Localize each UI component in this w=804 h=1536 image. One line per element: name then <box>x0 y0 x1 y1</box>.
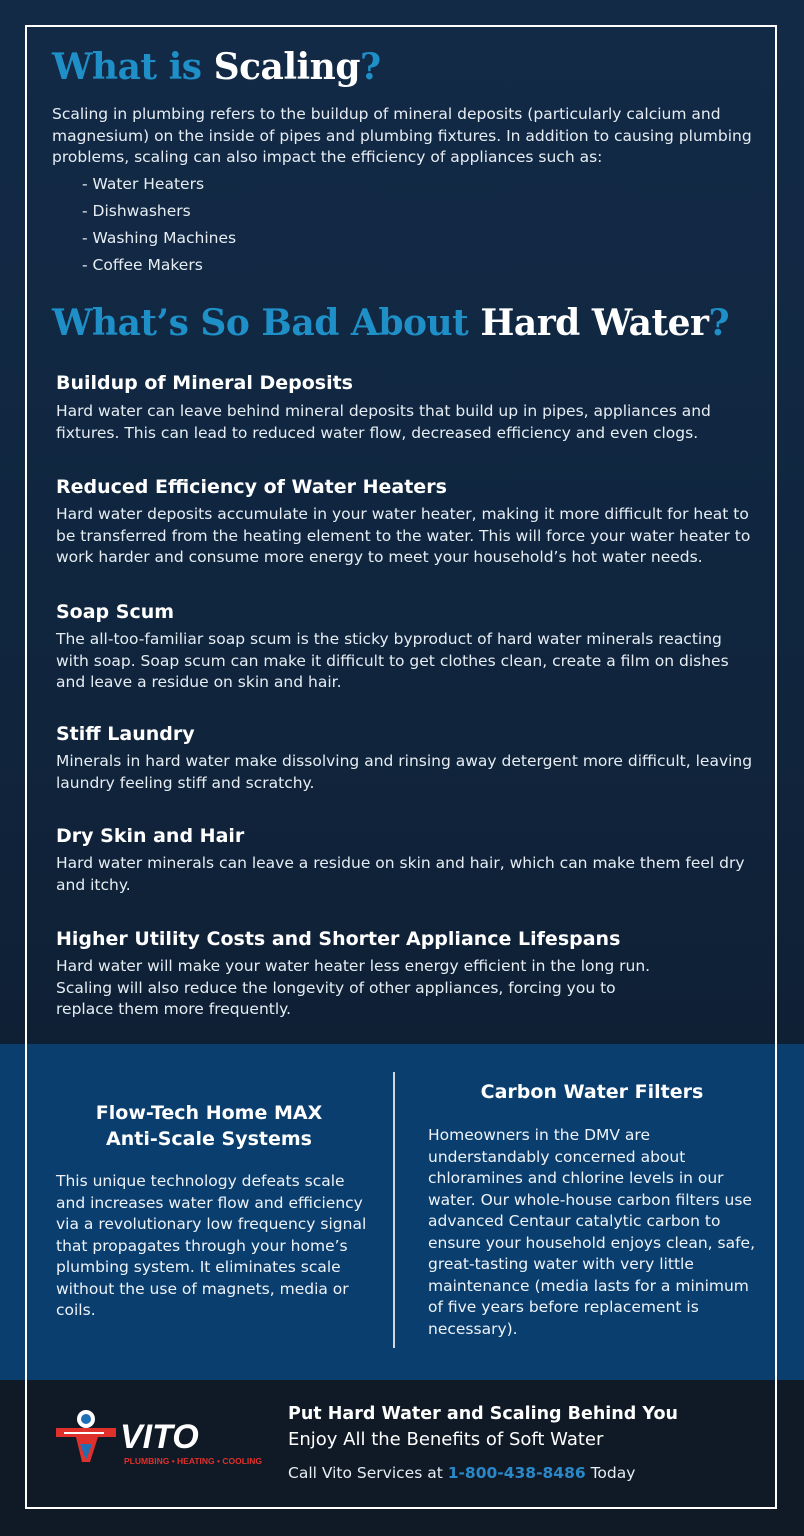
carbon-filters-body: Homeowners in the DMV are understandably concerned about chloramines and chlorine levels in our water. Our whole-house carbon filters use advanced Centaur catalytic carbon to ensure your household enjoys clean, safe, great-tasting water with very little maintenance (media lasts for a minimum of five years before replacement is necessary). <box>428 1126 756 1338</box>
scaling-heading-part2: Scaling <box>213 46 361 88</box>
section-title-utility-costs: Higher Utility Costs and Shorter Appliance Lifespans <box>56 928 621 950</box>
section-body-soap-scum: The all-too-familiar soap scum is the sticky byproduct of hard water minerals reacting with soap. Soap scum can make it difficult to get clothes clean, create a film on dishes and leave a residue on skin and hair. <box>56 630 729 691</box>
cta-subheadline: Enjoy All the Benefits of Soft Water <box>288 1429 604 1450</box>
section-body-mineral-deposits: Hard water can leave behind mineral deposits that build up in pipes, appliances and fixtures. This can lead to reduced water flow, decreased efficiency and even clogs. <box>56 402 711 442</box>
logo-tagline: PLUMBING • HEATING • COOLING <box>124 1456 263 1466</box>
list-item: - Coffee Makers <box>82 256 203 274</box>
section-title-mineral-deposits: Buildup of Mineral Deposits <box>56 372 353 394</box>
flow-tech-title: Flow-Tech Home MAX Anti-Scale Systems <box>95 1102 323 1150</box>
carbon-filters-title: Carbon Water Filters <box>480 1081 704 1103</box>
scaling-intro: Scaling in plumbing refers to the buildup of mineral deposits (particularly calcium and magnesium) on the inside of pipes and plumbing fixtures. In addition to causing plumbing problems, scaling can also impact the efficiency of appliances such as: <box>52 105 752 166</box>
scaling-heading-part3: ? <box>360 46 381 88</box>
column-divider <box>393 1072 395 1348</box>
scaling-heading-part1: What is <box>52 46 214 88</box>
cta-call-line <box>288 1464 635 1482</box>
logo-wordmark: VITO <box>120 1418 199 1456</box>
list-item: - Water Heaters <box>82 175 205 193</box>
section-body-stiff-laundry: Minerals in hard water make dissolving and rinsing away detergent more difficult, leaving laundry feeling stiff and scratchy. <box>56 752 753 792</box>
appliance-list <box>82 171 236 279</box>
cta-call-suffix: Today <box>585 1464 636 1482</box>
section-title-soap-scum: Soap Scum <box>56 601 175 623</box>
cta-headline: Put Hard Water and Scaling Behind You <box>288 1404 678 1424</box>
hard-water-heading-part1: What’s So Bad About <box>52 302 481 344</box>
section-title-water-heaters: Reduced Efficiency of Water Heaters <box>56 476 447 498</box>
hard-water-heading-part2: Hard Water <box>480 302 709 344</box>
section-title-dry-skin: Dry Skin and Hair <box>56 825 245 847</box>
hard-water-heading <box>52 302 729 344</box>
section-title-stiff-laundry: Stiff Laundry <box>56 723 195 745</box>
section-body-dry-skin: Hard water minerals can leave a residue on skin and hair, which can make them feel dry and itchy. <box>56 854 745 894</box>
scaling-heading <box>52 46 381 88</box>
phone-number-link[interactable]: 1-800-438-8486 <box>447 1464 586 1482</box>
section-body-utility-costs: Hard water will make your water heater less energy efficient in the long run. Scaling will also reduce the longevity of other appliances, forcing you to replace them more frequently. <box>56 957 651 1018</box>
list-item: - Washing Machines <box>82 229 237 247</box>
list-item: - Dishwashers <box>82 202 191 220</box>
hard-water-heading-part3: ? <box>708 302 730 344</box>
section-body-water-heaters: Hard water deposits accumulate in your water heater, making it more difficult for heat to be transferred from the heating element to the water. This will force your water heater to work harder and consume more energy to meet your household’s hot water needs. <box>56 505 751 566</box>
vito-logo <box>54 1408 270 1470</box>
flow-tech-body: This unique technology defeats scale and increases water flow and efficiency via a revolutionary low frequency signal that propagates through your home’s plumbing system. It eliminates scale without the use of magnets, media or coils. <box>56 1172 367 1319</box>
cta-call-prefix: Call Vito Services at <box>288 1464 448 1482</box>
